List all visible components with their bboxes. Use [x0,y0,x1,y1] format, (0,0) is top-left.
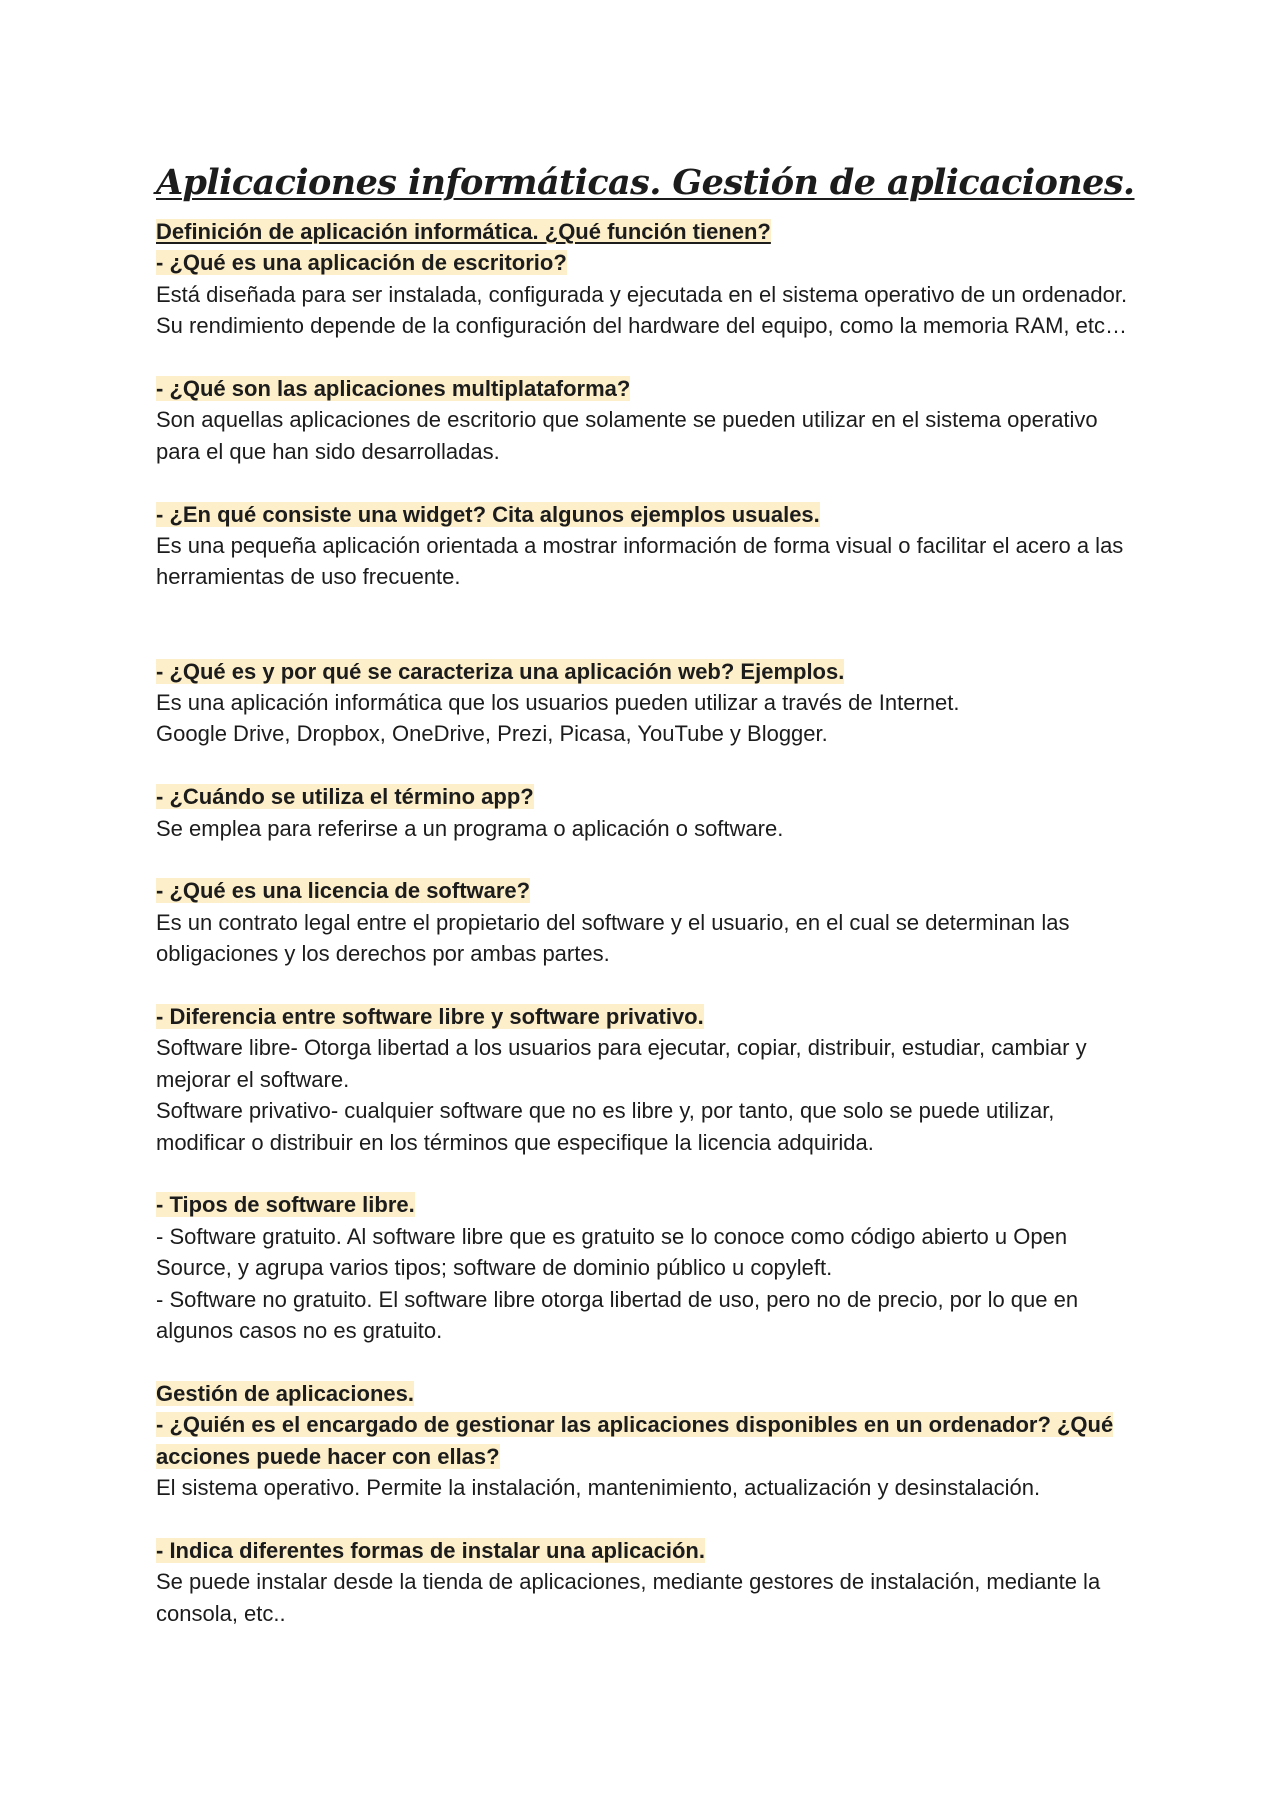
spacer [156,970,1146,1001]
question-free-vs-proprietary: - Diferencia entre software libre y software privativo. [156,1004,704,1030]
spacer [156,342,1146,373]
spacer [156,844,1146,875]
question-multiplatform: - ¿Qué son las aplicaciones multiplataforma? [156,376,631,402]
answer-app-term: Se emplea para referirse a un programa o aplicación o software. [156,815,784,841]
question-who-manages: - ¿Quién es el encargado de gestionar las aplicaciones disponibles en un ordenador? ¿Qué acciones puede hacer con ellas? [156,1412,1114,1469]
question-widget: - ¿En qué consiste una widget? Cita algunos ejemplos usuales. [156,501,820,527]
question-web-app: - ¿Qué es y por qué se caracteriza una aplicación web? Ejemplos. [156,658,845,684]
spacer [156,593,1146,656]
spacer [156,1158,1146,1189]
document-body [156,158,1146,1629]
answer-free-software: Software libre- Otorga libertad a los usuarios para ejecutar, copiar, distribuir, estudiar, cambiar y mejorar el software. [156,1035,1087,1092]
section-heading-management: Gestión de aplicaciones. [156,1380,414,1406]
answer-multiplatform: Son aquellas aplicaciones de escritorio que solamente se pueden utilizar en el sistema operativo para el que han sido desarrolladas. [156,407,1098,464]
answer-license: Es un contrato legal entre el propietario del software y el usuario, en el cual se determinan las obligaciones y los derechos por ambas partes. [156,909,1070,967]
question-install-methods: - Indica diferentes formas de instalar una aplicación. [156,1537,705,1563]
answer-who-manages: El sistema operativo. Permite la instalación, mantenimiento, actualización y desinstalación. [156,1475,1041,1501]
answer-proprietary-software: Software privativo- cualquier software que no es libre y, por tanto, que solo se puede utilizar, modificar o distribuir en los términos que especifique la licencia adquirida. [156,1098,1055,1155]
answer-free-not-gratis: - Software no gratuito. El software libre otorga libertad de uso, pero no de precio, por lo que en algunos casos no es gratuito. [156,1286,1079,1344]
answer-install-methods: Se puede instalar desde la tienda de aplicaciones, mediante gestores de instalación, mediante la consola, etc.. [156,1569,1101,1626]
spacer [156,467,1146,498]
answer-web-app-examples: Google Drive, Dropbox, OneDrive, Prezi, Picasa, YouTube y Blogger. [156,721,828,747]
question-license: - ¿Qué es una licencia de software? [156,878,531,904]
spacer [156,1347,1146,1378]
answer-widget: Es una pequeña aplicación orientada a mostrar información de forma visual o facilitar el acero a las herramientas de uso frecuente. [156,533,1124,590]
question-free-software-types: - Tipos de software libre. [156,1192,415,1218]
spacer [156,1504,1146,1535]
question-desktop-app: - ¿Qué es una aplicación de escritorio? [156,250,567,276]
answer-free-gratis: - Software gratuito. Al software libre que es gratuito se lo conoce como código abierto u Open Source, y agrupa varios tipos; software de dominio público u copyleft. [156,1223,1068,1281]
section-heading-definition: Definición de aplicación informática. ¿Qué función tienen? [156,219,771,244]
document-title: Aplicaciones informáticas. Gestión de aplicaciones. [156,162,1135,203]
answer-web-app: Es una aplicación informática que los usuarios pueden utilizar a través de Internet. [156,690,960,716]
question-app-term: - ¿Cuándo se utiliza el término app? [156,784,534,810]
spacer [156,750,1146,781]
answer-desktop-app: Está diseñada para ser instalada, configurada y ejecutada en el sistema operativo de un ordenador. Su rendimiento depende de la configuración del hardware del equipo, como la memoria RAM, etc… [156,281,1128,339]
